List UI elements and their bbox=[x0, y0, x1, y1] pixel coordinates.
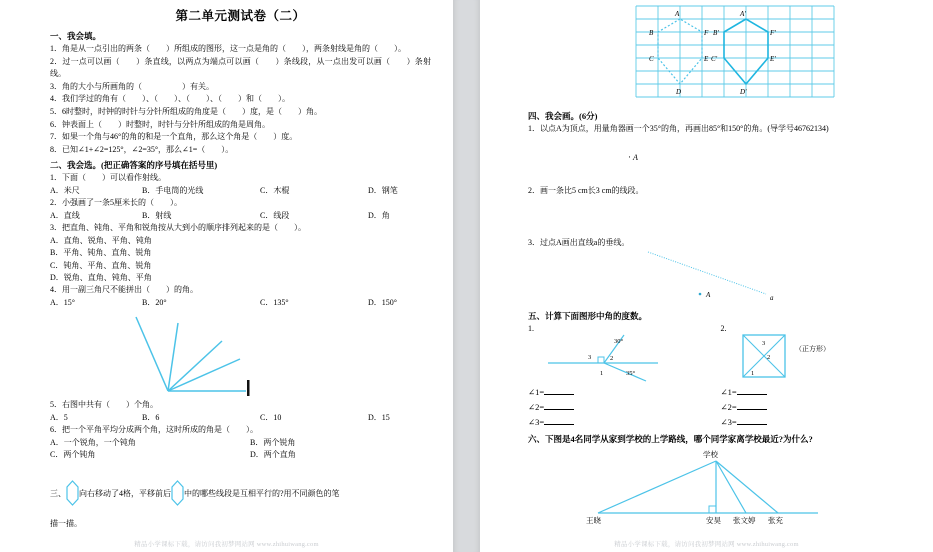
answer-line bbox=[721, 400, 914, 415]
vertex-label-C-prime: C' bbox=[710, 55, 717, 63]
option[interactable]: C．钝角、平角、直角、锐角 bbox=[50, 260, 152, 270]
vertex-label-D: D bbox=[675, 88, 681, 96]
page-gutter bbox=[453, 0, 480, 552]
angle-figure-1 bbox=[528, 333, 721, 385]
fill-question: 2．过一点可以画（ ）条直线，以两点为端点可以画（ ）条线段，从一点出发可以画（ ）条射线。 bbox=[50, 56, 431, 79]
angle-mark-2: 2 bbox=[610, 354, 614, 362]
hexagon-icon bbox=[66, 482, 79, 504]
angle-mark-2: 2 bbox=[766, 353, 770, 361]
angle-problem-1 bbox=[528, 324, 721, 430]
choice-options bbox=[50, 260, 431, 272]
answer-line bbox=[528, 400, 721, 415]
choice-question-stem: 5．右图中共有（ ）个角。 bbox=[50, 400, 158, 410]
figure-caption: （正方形） bbox=[794, 344, 830, 353]
option[interactable]: B．两个锐角 bbox=[250, 438, 296, 448]
section3-prefix: 三、 bbox=[50, 488, 66, 498]
problem-number: 2. bbox=[720, 323, 727, 333]
section3-middle: 向右移动了4格，平移前后 bbox=[79, 488, 171, 498]
answer-blank[interactable] bbox=[737, 415, 767, 425]
grid-translation-figure bbox=[528, 4, 913, 100]
choice-options bbox=[50, 449, 431, 461]
option[interactable]: A．5 bbox=[50, 413, 68, 423]
section-heading-4: 四、我会画。(6分) bbox=[528, 111, 598, 121]
answer-label: ∠2= bbox=[528, 401, 545, 412]
option[interactable]: D．15 bbox=[368, 413, 390, 423]
option[interactable]: C．木棍 bbox=[260, 185, 290, 195]
choice-options bbox=[50, 272, 431, 284]
angle-value-top: 30° bbox=[614, 337, 624, 345]
answer-line bbox=[721, 385, 914, 400]
line-label: a bbox=[770, 293, 774, 302]
vertex-label-B: B bbox=[648, 29, 653, 37]
routes-figure bbox=[528, 447, 913, 530]
section-heading-6: 六、下图是4名同学从家到学校的上学路线，哪个同学家离学校最近?为什么? bbox=[528, 434, 813, 445]
footer-watermark: 精品小学课标下载，请访问我初梦网站网 www.zhihuiwang.com bbox=[614, 541, 799, 548]
option[interactable]: A．直线 bbox=[50, 210, 80, 220]
section-heading-1: 一、我会填。 bbox=[50, 31, 102, 41]
choice-options bbox=[50, 412, 431, 424]
answer-label: ∠2= bbox=[720, 401, 737, 412]
answer-line bbox=[721, 415, 914, 430]
rays-figure bbox=[50, 311, 431, 397]
option[interactable]: B．平角、钝角、直角、锐角 bbox=[50, 248, 152, 258]
option[interactable]: B．射线 bbox=[142, 210, 172, 220]
angle-value-right: 35° bbox=[626, 369, 636, 377]
option[interactable]: D．150° bbox=[368, 298, 397, 307]
vertex-label-F-prime: F' bbox=[769, 29, 776, 37]
choice-options bbox=[50, 185, 431, 197]
fill-question: 5．6时整时，时钟的时针与分针所组成的角度是（ ）度，是（ ）角。 bbox=[50, 107, 322, 117]
draw-question-1: 1．以点A为顶点，用量角器画一个35°的角，再画出85°和150°的角。(导学号46762134) bbox=[528, 124, 829, 134]
point-A-marker-1: · A bbox=[628, 152, 638, 163]
option[interactable]: C．两个钝角 bbox=[50, 450, 96, 460]
problem-number: 1. bbox=[528, 323, 534, 333]
student-label: 王晓 bbox=[586, 515, 601, 525]
vertex-label-D-prime: D' bbox=[739, 88, 747, 96]
angle-mark-1: 1 bbox=[750, 369, 754, 377]
choice-options bbox=[50, 210, 431, 222]
section-heading-3 bbox=[50, 482, 431, 504]
angle-mark-1: 1 bbox=[600, 369, 604, 377]
option[interactable]: C．135° bbox=[260, 298, 289, 307]
answer-label: ∠3= bbox=[720, 416, 737, 427]
right-page bbox=[480, 0, 933, 552]
answer-blank[interactable] bbox=[737, 400, 767, 410]
choice-options bbox=[50, 247, 431, 259]
choice-options bbox=[50, 297, 431, 309]
angle-problems bbox=[528, 324, 913, 430]
option[interactable]: A．一个锐角，一个钝角 bbox=[50, 438, 136, 448]
fill-question: 6．钟表面上（ ）时整时，时针与分针所组成的角是周角。 bbox=[50, 119, 270, 129]
option[interactable]: D．角 bbox=[368, 210, 390, 220]
option[interactable]: D．锐角、直角、钝角、平角 bbox=[50, 272, 152, 282]
answer-label: ∠1= bbox=[528, 386, 545, 397]
point-label: A bbox=[706, 290, 711, 299]
option[interactable]: B．20° bbox=[142, 298, 167, 307]
vertex-label-B-prime: B' bbox=[712, 29, 719, 37]
answer-label: ∠3= bbox=[528, 416, 545, 427]
option[interactable]: C．线段 bbox=[260, 210, 290, 220]
vertex-label-A: A bbox=[674, 10, 679, 18]
answer-blank[interactable] bbox=[737, 385, 767, 395]
choice-options bbox=[50, 235, 431, 247]
choice-question-stem: 3．把直角、钝角、平角和锐角按从大到小的顺序排列起来的是（ ）。 bbox=[50, 223, 306, 233]
angle-mark-3: 3 bbox=[761, 339, 765, 347]
section3-line2: 描一描。 bbox=[50, 518, 82, 528]
answer-line bbox=[528, 415, 721, 430]
footer-watermark: 精品小学课标下载，请访问我初梦网站网 www.zhihuiwang.com bbox=[134, 541, 319, 548]
student-label: 张充 bbox=[768, 515, 783, 525]
section3-suffix: 中的哪些线段是互相平行的?用不同颜色的笔 bbox=[184, 488, 340, 498]
student-label: 张文婷 bbox=[733, 515, 756, 525]
answer-label: ∠1= bbox=[720, 386, 737, 397]
student-label: 安昊 bbox=[706, 515, 721, 525]
answer-blank[interactable] bbox=[544, 400, 574, 410]
left-page bbox=[0, 0, 453, 552]
vertex-label-A-prime: A' bbox=[739, 10, 746, 18]
point-label: A bbox=[633, 153, 638, 163]
school-label: 学校 bbox=[703, 449, 718, 459]
angle-problem-2 bbox=[721, 324, 914, 430]
option[interactable]: B．手电筒的光线 bbox=[142, 185, 204, 195]
section-heading-2: 二、我会选。(把正确答案的序号填在括号里) bbox=[50, 159, 218, 170]
vertex-label-E: E bbox=[703, 55, 708, 63]
option[interactable]: A．米尺 bbox=[50, 185, 80, 195]
section-heading-5: 五、计算下面图形中角的度数。 bbox=[528, 311, 648, 322]
vertex-label-E-prime: E' bbox=[769, 55, 776, 63]
option[interactable]: D．钢笔 bbox=[368, 185, 398, 195]
perpendicular-figure bbox=[528, 250, 913, 308]
answer-blank[interactable] bbox=[544, 415, 574, 425]
angle-mark-3: 3 bbox=[588, 353, 592, 361]
option[interactable]: A．15° bbox=[50, 298, 75, 307]
option[interactable]: B．6 bbox=[142, 413, 160, 423]
option[interactable]: C．10 bbox=[260, 413, 282, 423]
vertex-label-F: F bbox=[703, 29, 708, 37]
vertex-label-C: C bbox=[648, 55, 654, 63]
fill-question: 7．如果一个角与46°的角的和是一个直角，那么这个角是（ ）度。 bbox=[50, 132, 298, 142]
choice-options bbox=[50, 437, 431, 449]
option[interactable]: A．直角、锐角、平角、钝角 bbox=[50, 235, 152, 245]
draw-question-3: 3．过点A画出直线a的垂线。 bbox=[528, 238, 630, 248]
hexagon-icon bbox=[171, 482, 184, 504]
page-title: 第二单元测试卷（二） bbox=[175, 9, 306, 23]
draw-question-2: 2．画一条比5 cm长3 cm的线段。 bbox=[528, 186, 644, 196]
choice-question-stem: 2．小强画了一条5厘米长的（ ）。 bbox=[50, 198, 182, 208]
angle-figure-2 bbox=[721, 333, 914, 385]
choice-question-stem: 1．下面（ ）可以看作射线。 bbox=[50, 173, 166, 183]
choice-question-stem: 4．用一副三角尺不能拼出（ ）的角。 bbox=[50, 285, 198, 295]
fill-question: 8．已知∠1+∠2=125°，∠2=35°，那么∠1=（ ）。 bbox=[50, 145, 234, 155]
fill-question: 3．角的大小与所画角的（ ）有关。 bbox=[50, 81, 214, 91]
fill-question: 4．我们学过的角有（ ）、（ ）、（ ）、（ ）和（ ）。 bbox=[50, 94, 290, 104]
fill-question: 1．角是从一点引出的两条（ ）所组成的图形，这一点是角的（ ），两条射线是角的（ ）。 bbox=[50, 44, 406, 54]
option[interactable]: D．两个直角 bbox=[250, 450, 296, 460]
choice-question-stem: 6．把一个平角平均分成两个角，这时所成的角是（ ）。 bbox=[50, 425, 258, 435]
answer-blank[interactable] bbox=[544, 385, 574, 395]
answer-line bbox=[528, 385, 721, 400]
